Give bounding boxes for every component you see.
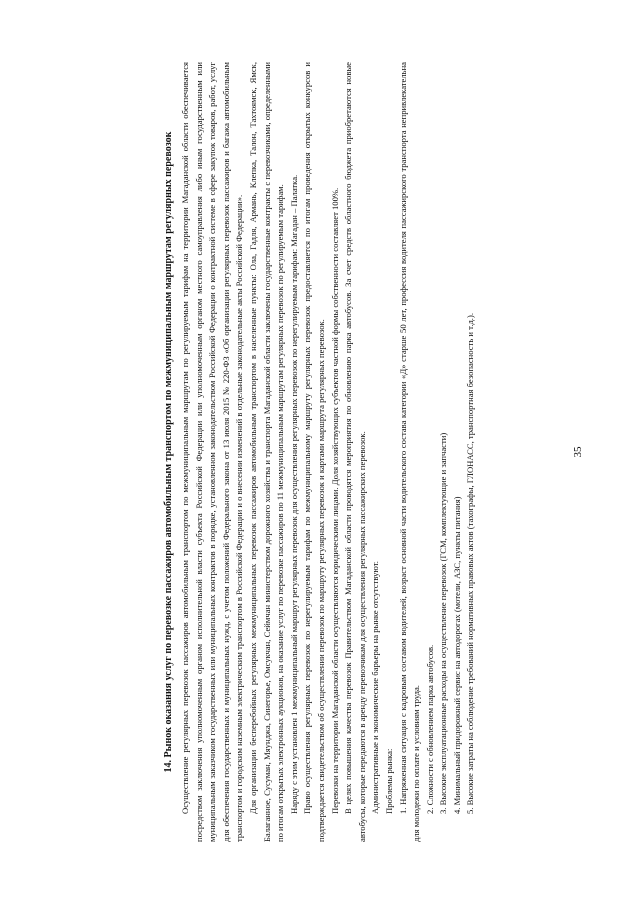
paragraph-problems-heading: Проблемы рынка: bbox=[383, 748, 394, 814]
problem-item-5: 5. Высокие затраты на соблюдение требований нормативных правовых актов (тахографы, ГЛОНАСС, транспортная безопасность и т.д.). bbox=[465, 313, 476, 814]
paragraph-unregulated-route: Наряду с этим установлен 1 межмуниципальный маршрут регулярных перевозок для осуществления регулярных перевозок по нерегулируемым тарифам: Магадан – Палатка. bbox=[288, 174, 299, 814]
problem-item-2: 2. Сложности с обновлением парка автобусов. bbox=[424, 644, 435, 814]
paragraph-regulation: Осуществление регулярных перевозок пассажиров автомобильным транспортом по межмуниципальным маршрутам по регулируемым тарифам на территории Магаданской области обеспечивается посредством заключения уполномоченным органом исполнительной власти субъекта Российской Федерации или уполномоченным органом местного самоуправления либо иным государственным или муниципальным заказчиком государственных или муниципальных контрактов в порядке, установленном законодательством Российской Федерации о контрактной системе в сфере закупок товаров, работ, услуг для обеспечения государственных и муниципальных нужд, с учетом положений Федерального закона от 13 июля 2015 № 220-ФЗ «Об организации регулярных перевозок пассажиров и багажа автомобильным транспортом и городским наземным электрическим транспортом в Российской Федерации и о внесении изменений в отдельные законодательные акты Российской Федерации». bbox=[179, 62, 245, 842]
paragraph-barriers: Административные и экономические барьеры на рынке отсутствуют. bbox=[370, 561, 381, 814]
page-number: 35 bbox=[572, 446, 584, 458]
paragraph-contracts: Для организации бесперебойных регулярных межмуниципальных перевозок пассажиров автомобильным транспортом в населенные пункты: Ола, Гадля, Армань, Клепка, Талон, Тахтоямск, Ямск, Балаганное, Сусуман, Мяунджа, Синегорье, Омсукчан, Сеймчан министерством дорожного хозяйства и транспорта Магаданской области заключены государственные контракты с перевозчиками, определенными по итогам открытых электронных аукционов, на оказание услуг по перевозке пассажиров по 11 межмуниципальным маршрутам регулярных перевозок по регулируемым тарифам. bbox=[247, 62, 286, 842]
paragraph-ownership-share: Перевозки на территории Магаданской области осуществляются юридическими лицами. Доля хозяйствующих субъектов частной формы собственности составляет 100%. bbox=[329, 187, 340, 814]
paragraph-fleet-renewal: В целях повышения качества перевозок Правительством Магаданской области проводятся мероприятия по обновлению парка автобусов. За счет средств областного бюджета приобретаются новые автобусы, которые передаются в аренду перевозчикам для осуществления регулярных пассажирских перевозок. bbox=[343, 62, 367, 842]
paragraph-route-rights: Право осуществления регулярных перевозок по нерегулируемым тарифам по межмуниципальному маршруту регулярных перевозок предоставляется по итогам проведения открытых конкурсов и подтверждается свидетельством об осуществлении перевозок по маршруту регулярных перевозок и картами маршрута регулярных перевозок. bbox=[302, 62, 326, 842]
section-title: 14. Рынок оказания услуг по перевозке пассажиров автомобильным транспортом по межмуниципальным маршрутам регулярных перевозок bbox=[162, 131, 174, 773]
problem-item-4: 4. Минимальный придорожный сервис на автодорогах (мотели, АЗС, пункты питания) bbox=[451, 496, 462, 814]
document-body bbox=[162, 62, 478, 842]
problem-item-3: 3. Высокие эксплуатационные расходы на осуществление перевозок (ГСМ, комплектующие и запчасти) bbox=[438, 432, 449, 814]
problem-item-1: 1. Напряженная ситуация с кадровым составом водителей, возраст основной части водительского состава категории «Д» старше 50 лет, профессия водителя пассажирского транспорта непривлекательна для молодежи по оплате и условиям труда. bbox=[397, 62, 422, 842]
